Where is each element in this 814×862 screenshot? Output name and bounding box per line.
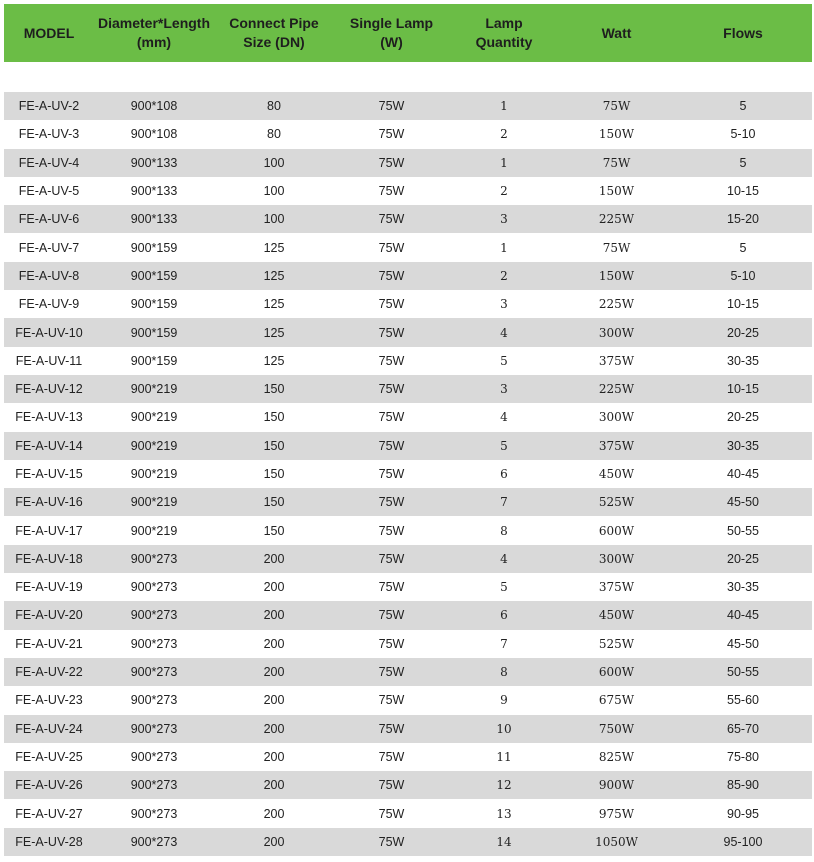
cell-diameter-length: 900*273 (130, 665, 178, 680)
cell-single-lamp: 75W (378, 580, 405, 595)
header-spacer (4, 62, 812, 92)
cell-model: FE-A-UV-9 (18, 297, 80, 312)
cell-diameter-length: 900*159 (130, 353, 178, 368)
cell-lamp-quantity: 6 (500, 467, 508, 481)
cell-diameter-length: 900*273 (130, 580, 178, 595)
table-header (4, 4, 812, 62)
cell-lamp-quantity: 7 (500, 636, 508, 651)
table-row (4, 375, 812, 403)
cell-single-lamp: 75W (378, 608, 405, 623)
cell-watt: 150W (598, 268, 635, 283)
cell-lamp-quantity: 11 (496, 749, 512, 764)
cell-flows: 5 (739, 155, 747, 170)
header-watt: Watt (601, 24, 632, 41)
cell-diameter-length: 900*219 (130, 382, 178, 397)
cell-diameter-length: 900*133 (130, 212, 178, 227)
cell-diameter-length: 900*159 (130, 268, 178, 283)
table-row (4, 318, 812, 346)
cell-connect-pipe-size: 150 (263, 523, 285, 538)
cell-connect-pipe-size: 125 (263, 240, 285, 255)
cell-model: FE-A-UV-2 (18, 99, 80, 114)
cell-model: FE-A-UV-15 (15, 467, 83, 481)
cell-diameter-length: 900*219 (130, 438, 178, 453)
cell-lamp-quantity: 2 (500, 127, 508, 142)
table-row (4, 799, 812, 827)
cell-connect-pipe-size: 200 (263, 551, 285, 566)
cell-flows: 30-35 (727, 438, 759, 453)
table-row (4, 545, 812, 573)
cell-watt: 300W (598, 325, 635, 340)
cell-model: FE-A-UV-18 (15, 551, 83, 566)
cell-watt: 75W (602, 155, 631, 170)
cell-connect-pipe-size: 200 (263, 749, 285, 764)
spec-table (4, 4, 812, 856)
cell-flows: 10-15 (727, 382, 759, 397)
cell-flows: 30-35 (727, 353, 759, 368)
cell-flows: 5-10 (730, 268, 756, 283)
cell-model: FE-A-UV-7 (18, 240, 80, 255)
cell-watt: 450W (598, 467, 635, 481)
cell-flows: 40-45 (727, 467, 759, 481)
cell-flows: 45-50 (727, 495, 759, 510)
cell-single-lamp: 75W (378, 240, 405, 255)
cell-single-lamp: 75W (378, 297, 405, 312)
cell-lamp-quantity: 1 (500, 155, 508, 170)
cell-single-lamp: 75W (378, 834, 405, 849)
cell-lamp-quantity: 8 (500, 523, 508, 538)
cell-watt: 825W (598, 749, 635, 764)
cell-lamp-quantity: 10 (496, 721, 512, 736)
cell-flows: 75-80 (727, 749, 759, 764)
cell-watt: 75W (602, 99, 631, 114)
table-row (4, 630, 812, 658)
cell-watt: 225W (598, 297, 635, 312)
cell-watt: 750W (598, 721, 635, 736)
cell-flows: 20-25 (727, 325, 759, 340)
cell-flows: 90-95 (727, 806, 759, 821)
cell-flows: 30-35 (727, 580, 759, 595)
cell-flows: 40-45 (727, 608, 759, 623)
cell-flows: 20-25 (727, 410, 759, 425)
cell-single-lamp: 75W (378, 693, 405, 708)
table-row (4, 149, 812, 177)
table-row (4, 771, 812, 799)
cell-single-lamp: 75W (378, 212, 405, 227)
cell-connect-pipe-size: 200 (263, 834, 285, 849)
table-row (4, 347, 812, 375)
cell-lamp-quantity: 5 (500, 353, 508, 368)
table-row (4, 432, 812, 460)
cell-diameter-length: 900*159 (130, 240, 178, 255)
cell-single-lamp: 75W (378, 382, 405, 397)
cell-model: FE-A-UV-13 (15, 410, 83, 425)
cell-diameter-length: 900*273 (130, 551, 178, 566)
table-row (4, 488, 812, 516)
cell-watt: 1050W (595, 834, 638, 849)
cell-model: FE-A-UV-14 (15, 438, 83, 453)
cell-connect-pipe-size: 150 (263, 410, 285, 425)
cell-single-lamp: 75W (378, 495, 405, 510)
cell-single-lamp: 75W (378, 353, 405, 368)
cell-watt: 525W (598, 495, 635, 510)
cell-single-lamp: 75W (378, 184, 405, 199)
table-row (4, 601, 812, 629)
cell-model: FE-A-UV-19 (15, 580, 83, 595)
cell-connect-pipe-size: 200 (263, 778, 285, 793)
table-row (4, 290, 812, 318)
cell-flows: 5 (739, 99, 747, 114)
cell-lamp-quantity: 7 (500, 495, 508, 510)
table-row (4, 177, 812, 205)
cell-single-lamp: 75W (378, 778, 405, 793)
cell-single-lamp: 75W (378, 636, 405, 651)
cell-connect-pipe-size: 200 (263, 580, 285, 595)
cell-flows: 5 (739, 240, 747, 255)
cell-diameter-length: 900*159 (130, 325, 178, 340)
cell-diameter-length: 900*108 (130, 99, 178, 114)
cell-diameter-length: 900*273 (130, 693, 178, 708)
cell-model: FE-A-UV-10 (15, 325, 83, 340)
cell-watt: 225W (598, 212, 635, 227)
cell-lamp-quantity: 3 (500, 212, 508, 227)
cell-single-lamp: 75W (378, 438, 405, 453)
cell-connect-pipe-size: 150 (263, 495, 285, 510)
cell-flows: 95-100 (723, 834, 763, 849)
header-single-lamp: Single Lamp (W) (349, 15, 434, 50)
cell-model: FE-A-UV-28 (15, 834, 83, 849)
cell-watt: 600W (598, 665, 635, 680)
cell-watt: 600W (598, 523, 635, 538)
cell-connect-pipe-size: 125 (263, 325, 285, 340)
cell-lamp-quantity: 4 (500, 551, 508, 566)
cell-model: FE-A-UV-23 (15, 693, 83, 708)
cell-watt: 300W (598, 551, 635, 566)
table-row (4, 460, 812, 488)
cell-connect-pipe-size: 100 (263, 155, 285, 170)
cell-watt: 525W (598, 636, 635, 651)
cell-watt: 300W (598, 410, 635, 425)
cell-lamp-quantity: 14 (496, 834, 512, 849)
cell-diameter-length: 900*108 (130, 127, 178, 142)
cell-watt: 150W (598, 127, 635, 142)
cell-model: FE-A-UV-26 (15, 778, 83, 793)
cell-model: FE-A-UV-27 (15, 806, 83, 821)
cell-diameter-length: 900*219 (130, 495, 178, 510)
table-row (4, 658, 812, 686)
cell-watt: 375W (598, 353, 635, 368)
cell-lamp-quantity: 4 (500, 325, 508, 340)
cell-flows: 15-20 (727, 212, 759, 227)
cell-diameter-length: 900*273 (130, 608, 178, 623)
cell-model: FE-A-UV-11 (15, 353, 83, 368)
cell-watt: 150W (598, 184, 635, 199)
cell-lamp-quantity: 13 (496, 806, 512, 821)
cell-connect-pipe-size: 150 (263, 438, 285, 453)
cell-diameter-length: 900*273 (130, 749, 178, 764)
cell-connect-pipe-size: 100 (263, 212, 285, 227)
cell-connect-pipe-size: 125 (263, 297, 285, 312)
cell-diameter-length: 900*273 (130, 806, 178, 821)
cell-lamp-quantity: 5 (500, 438, 508, 453)
cell-connect-pipe-size: 200 (263, 806, 285, 821)
cell-diameter-length: 900*273 (130, 721, 178, 736)
header-connect-pipe-size: Connect Pipe Size (DN) (229, 15, 319, 50)
cell-model: FE-A-UV-4 (18, 155, 80, 170)
cell-model: FE-A-UV-8 (18, 268, 80, 283)
cell-diameter-length: 900*133 (130, 184, 178, 199)
cell-flows: 10-15 (727, 184, 759, 199)
cell-connect-pipe-size: 100 (263, 184, 285, 199)
header-diameter-length: Diameter*Length (mm) (97, 15, 211, 50)
cell-lamp-quantity: 2 (500, 184, 508, 199)
table-row (4, 686, 812, 714)
cell-model: FE-A-UV-16 (15, 495, 83, 510)
cell-lamp-quantity: 12 (496, 778, 512, 793)
cell-model: FE-A-UV-21 (15, 636, 83, 651)
table-body (4, 92, 812, 856)
cell-lamp-quantity: 8 (500, 665, 508, 680)
cell-lamp-quantity: 2 (500, 268, 508, 283)
cell-model: FE-A-UV-12 (15, 382, 83, 397)
cell-watt: 75W (602, 240, 631, 255)
cell-diameter-length: 900*133 (130, 155, 178, 170)
table-row (4, 715, 812, 743)
table-row (4, 573, 812, 601)
cell-diameter-length: 900*273 (130, 834, 178, 849)
cell-single-lamp: 75W (378, 665, 405, 680)
header-model: MODEL (23, 24, 75, 41)
cell-connect-pipe-size: 150 (263, 382, 285, 397)
cell-connect-pipe-size: 200 (263, 608, 285, 623)
cell-single-lamp: 75W (378, 467, 405, 481)
cell-single-lamp: 75W (378, 721, 405, 736)
table-row (4, 233, 812, 261)
header-lamp-quantity: Lamp Quantity (475, 15, 533, 50)
cell-model: FE-A-UV-6 (18, 212, 80, 227)
table-row (4, 120, 812, 148)
cell-watt: 975W (598, 806, 635, 821)
cell-connect-pipe-size: 125 (263, 353, 285, 368)
cell-single-lamp: 75W (378, 99, 405, 114)
cell-single-lamp: 75W (378, 127, 405, 142)
cell-flows: 45-50 (727, 636, 759, 651)
cell-watt: 375W (598, 438, 635, 453)
cell-single-lamp: 75W (378, 551, 405, 566)
cell-flows: 65-70 (727, 721, 759, 736)
cell-diameter-length: 900*219 (130, 410, 178, 425)
cell-single-lamp: 75W (378, 155, 405, 170)
cell-connect-pipe-size: 80 (267, 99, 281, 114)
cell-lamp-quantity: 4 (500, 410, 508, 425)
cell-lamp-quantity: 1 (500, 99, 508, 114)
cell-watt: 225W (598, 382, 635, 397)
cell-connect-pipe-size: 200 (263, 636, 285, 651)
cell-diameter-length: 900*219 (130, 523, 178, 538)
cell-flows: 55-60 (727, 693, 759, 708)
cell-single-lamp: 75W (378, 325, 405, 340)
cell-connect-pipe-size: 200 (263, 721, 285, 736)
cell-diameter-length: 900*273 (130, 778, 178, 793)
cell-single-lamp: 75W (378, 268, 405, 283)
table-row (4, 92, 812, 120)
cell-flows: 85-90 (727, 778, 759, 793)
table-row (4, 262, 812, 290)
cell-watt: 900W (598, 778, 635, 793)
cell-model: FE-A-UV-20 (15, 608, 83, 623)
cell-lamp-quantity: 3 (500, 297, 508, 312)
cell-flows: 20-25 (727, 551, 759, 566)
table-row (4, 743, 812, 771)
cell-connect-pipe-size: 200 (263, 665, 285, 680)
cell-single-lamp: 75W (378, 749, 405, 764)
cell-single-lamp: 75W (378, 410, 405, 425)
cell-lamp-quantity: 1 (500, 240, 508, 255)
cell-flows: 5-10 (730, 127, 756, 142)
table-row (4, 516, 812, 544)
cell-watt: 375W (598, 580, 635, 595)
cell-flows: 50-55 (727, 665, 759, 680)
cell-flows: 50-55 (727, 523, 759, 538)
cell-lamp-quantity: 3 (500, 382, 508, 397)
cell-diameter-length: 900*273 (130, 636, 178, 651)
cell-single-lamp: 75W (378, 523, 405, 538)
cell-watt: 675W (598, 693, 635, 708)
cell-connect-pipe-size: 200 (263, 693, 285, 708)
cell-connect-pipe-size: 80 (267, 127, 281, 142)
cell-lamp-quantity: 9 (500, 693, 508, 708)
cell-model: FE-A-UV-22 (15, 665, 83, 680)
table-row (4, 828, 812, 856)
cell-watt: 450W (598, 608, 635, 623)
cell-lamp-quantity: 5 (500, 580, 508, 595)
cell-model: FE-A-UV-3 (18, 127, 80, 142)
cell-model: FE-A-UV-25 (15, 749, 83, 764)
cell-connect-pipe-size: 150 (263, 467, 285, 481)
cell-flows: 10-15 (727, 297, 759, 312)
table-row (4, 205, 812, 233)
cell-model: FE-A-UV-5 (18, 184, 80, 199)
table-row (4, 403, 812, 431)
cell-model: FE-A-UV-17 (15, 523, 83, 538)
cell-diameter-length: 900*219 (130, 467, 178, 481)
cell-connect-pipe-size: 125 (263, 268, 285, 283)
header-flows: Flows (723, 24, 763, 41)
cell-model: FE-A-UV-24 (15, 721, 83, 736)
cell-lamp-quantity: 6 (500, 608, 508, 623)
cell-diameter-length: 900*159 (130, 297, 178, 312)
cell-single-lamp: 75W (378, 806, 405, 821)
